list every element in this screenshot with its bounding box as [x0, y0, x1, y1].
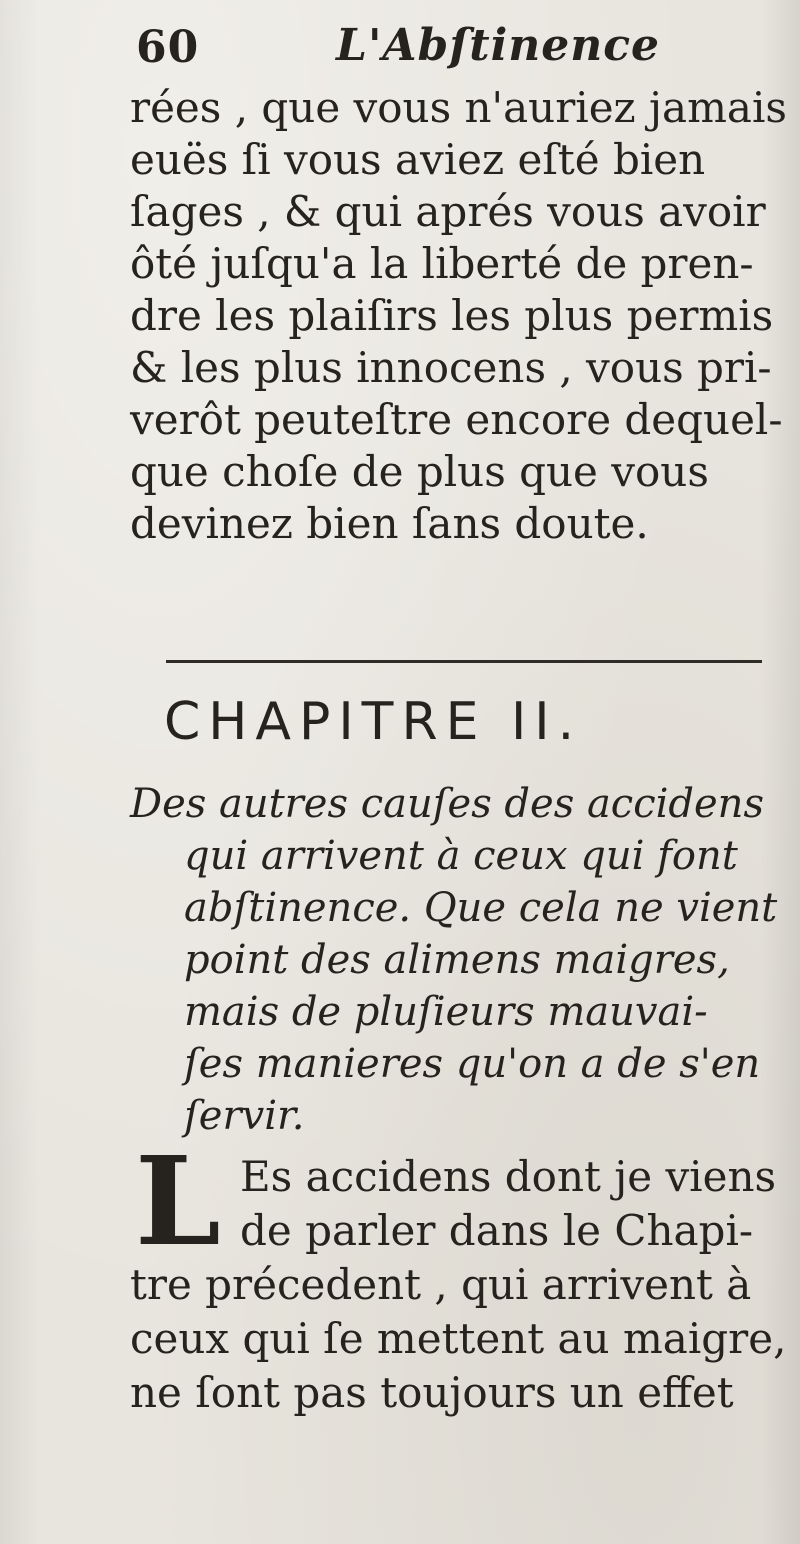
text-line: tre précedent , qui arrivent à — [130, 1260, 752, 1309]
text-line: de parler dans le Chapi- — [240, 1206, 754, 1255]
summary-line: abſtinence. Que cela ne vient — [184, 885, 778, 931]
text-line: que choſe de plus que vous — [130, 447, 709, 496]
summary-line: ſes manieres qu'on a de s'en — [184, 1041, 761, 1087]
page-number: 60 — [136, 22, 200, 73]
running-title: L'Abſtinence — [336, 20, 661, 71]
summary-line: ſervir. — [184, 1093, 305, 1139]
text-line: verôt peuteſtre encore dequel- — [130, 395, 783, 444]
text-line: ne ſont pas toujours un effet — [130, 1368, 734, 1417]
text-line: devinez bien ſans doute. — [130, 499, 649, 548]
chapter-summary — [130, 778, 780, 1142]
text-line: ſages , & qui aprés vous avoir — [130, 187, 766, 236]
paragraph-second — [130, 1150, 790, 1420]
text-line: dre les plaiſirs les plus permis — [130, 291, 774, 340]
summary-line: point des alimens maigres, — [184, 937, 730, 983]
text-line: & les plus innocens , vous pri- — [130, 343, 772, 392]
chapter-heading: CHAPITRE II. — [164, 692, 583, 752]
text-line: ôté juſqu'a la liberté de pren- — [130, 239, 754, 288]
summary-line: Des autres cauſes des accidens — [130, 781, 764, 827]
summary-line: qui arrivent à ceux qui font — [184, 833, 738, 879]
running-header — [118, 14, 678, 84]
section-divider — [166, 660, 762, 663]
text-line: ceux qui ſe mettent au maigre, — [130, 1314, 787, 1363]
summary-line: mais de pluſieurs mauvai- — [184, 989, 708, 1035]
text-line: rées , que vous n'auriez jamais — [130, 83, 787, 132]
paragraph-top — [130, 82, 787, 550]
text-line: euës ſi vous aviez eſté bien — [130, 135, 706, 184]
drop-cap: L — [135, 1129, 221, 1273]
text-line: Es accidens dont je viens — [240, 1152, 777, 1201]
